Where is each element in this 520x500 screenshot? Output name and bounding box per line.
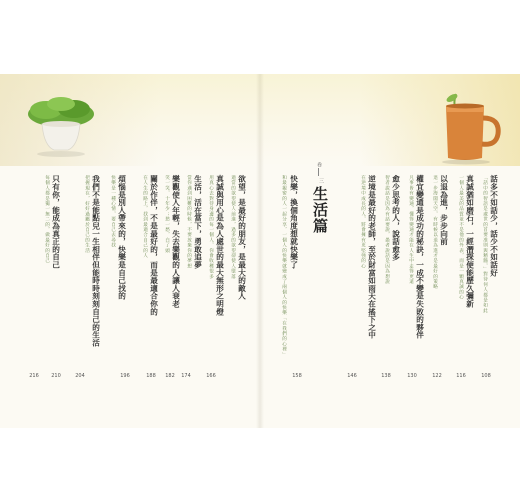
toc-entry-desc: 每個人都是獨一無二的，做最好的自己 bbox=[44, 175, 50, 264]
toc-entry-desc: 「話中的智語是處世的首要准則與精髓，」對待何人都是如此 bbox=[482, 175, 488, 314]
page-number: 182 bbox=[165, 373, 175, 379]
toc-entry-title[interactable]: 我們不是能點兒一生相伴但能時時刻刻自己的生活 bbox=[91, 175, 101, 347]
toc-entry-title[interactable]: 以退為進，步步向前 bbox=[439, 175, 449, 246]
toc-entry-desc: 退一步海闊天空，有時候以退為進才是最好的策略 bbox=[432, 175, 438, 290]
page-number: 122 bbox=[432, 373, 442, 379]
toc-entry-desc: 一個人最美的品質並不是他的外表，而是一顆真誠的心 bbox=[458, 175, 464, 300]
toc-entry-desc: 和最親密的人一起分享，一個人的快樂就變成了兩個人的快樂「在我們的心裡」 bbox=[281, 175, 287, 357]
page-number: 146 bbox=[347, 373, 357, 379]
page-number: 196 bbox=[120, 373, 130, 379]
page-number: 158 bbox=[292, 373, 302, 379]
toc-entry-desc: 在人生的路上，找到最適合自己的人 bbox=[142, 175, 148, 259]
toc-entry-title[interactable]: 關於作伴，不是最好的，而是最適合你的 bbox=[149, 175, 159, 316]
page-number: 138 bbox=[381, 373, 391, 379]
part-number: 三 bbox=[318, 178, 324, 183]
part-title: 生活篇 bbox=[311, 186, 329, 234]
toc-entry-desc: 適當的欲望使人前進，過多的欲望卻使人墮落 bbox=[230, 175, 236, 279]
toc-entry-title[interactable]: 只有你，能成為真正的自己 bbox=[51, 175, 61, 269]
potted-plant-illustration bbox=[22, 94, 100, 160]
page-number: 216 bbox=[29, 373, 39, 379]
toc-entry-title[interactable]: 生活，活在當下，勇敢追夢 bbox=[193, 175, 203, 269]
toc-entry-title[interactable]: 煩惱是別人帶來的，快樂是自己找的 bbox=[117, 175, 127, 300]
toc-entry-title[interactable]: 真誠猶如磨石，一經潛探便能歷久彌新 bbox=[465, 175, 475, 308]
page-number: 116 bbox=[456, 373, 466, 379]
toc-entry-title[interactable]: 快樂，換個角度想就快樂了 bbox=[289, 175, 299, 269]
book-gutter bbox=[256, 74, 264, 428]
toc-entry-desc: 快樂是一種心情，要自己去尋找 bbox=[110, 175, 116, 248]
page-number: 130 bbox=[407, 373, 417, 379]
page-number: 188 bbox=[146, 373, 156, 379]
page-number: 210 bbox=[51, 373, 61, 379]
toc-entry-desc: 笑一笑，十年少；愁一愁，白了頭 bbox=[164, 175, 170, 253]
page-number: 166 bbox=[206, 373, 216, 379]
page-number: 108 bbox=[481, 373, 491, 379]
toc-entry-desc: 把握現在，好好過屬於自己的生活 bbox=[84, 175, 90, 253]
toc-entry-desc: 智者說話是因為有話要說，愚者說話是因為想說 bbox=[384, 175, 390, 285]
page-number: 204 bbox=[75, 373, 85, 379]
part-divider bbox=[318, 168, 319, 176]
toc-entry-desc: 用真心去對待身邊的每一個人，你會收穫很多 bbox=[208, 175, 214, 279]
page-number: 174 bbox=[181, 373, 191, 379]
toc-entry-title[interactable]: 權宜變通是成功的秘訣，一成不變是失敗的夥伴 bbox=[415, 175, 425, 339]
toc-entry-desc: 當你遇到困難的時候，不要放棄你的夢想 bbox=[186, 175, 192, 269]
toc-entry-title[interactable]: 欲望，是最好的朋友，是最大的敵人 bbox=[237, 175, 247, 300]
toc-entry-desc: 在逆境中成長的人，將會擁有更堅強的心 bbox=[360, 175, 366, 269]
toc-entry-title[interactable]: 逆境是最好的老師，至於財富如雨天在搖下之中 bbox=[367, 175, 377, 339]
orange-cup-illustration bbox=[436, 90, 508, 166]
toc-entry-desc: 凡事皆有變通，懂得變通才能在人生中走得更遠 bbox=[408, 175, 414, 285]
toc-entry-title[interactable]: 愈少思考的人，說話愈多 bbox=[391, 175, 401, 261]
toc-entry-title[interactable]: 樂觀使人年輕，失去樂觀的人讓人衰老 bbox=[171, 175, 181, 308]
toc-entry-title[interactable]: 話多不如話少，話少不如話好 bbox=[489, 175, 499, 277]
part-prefix: 卷 bbox=[316, 162, 322, 167]
toc-entry-title[interactable]: 真誠與用心是為人處世的最大無形之明燈 bbox=[215, 175, 225, 316]
